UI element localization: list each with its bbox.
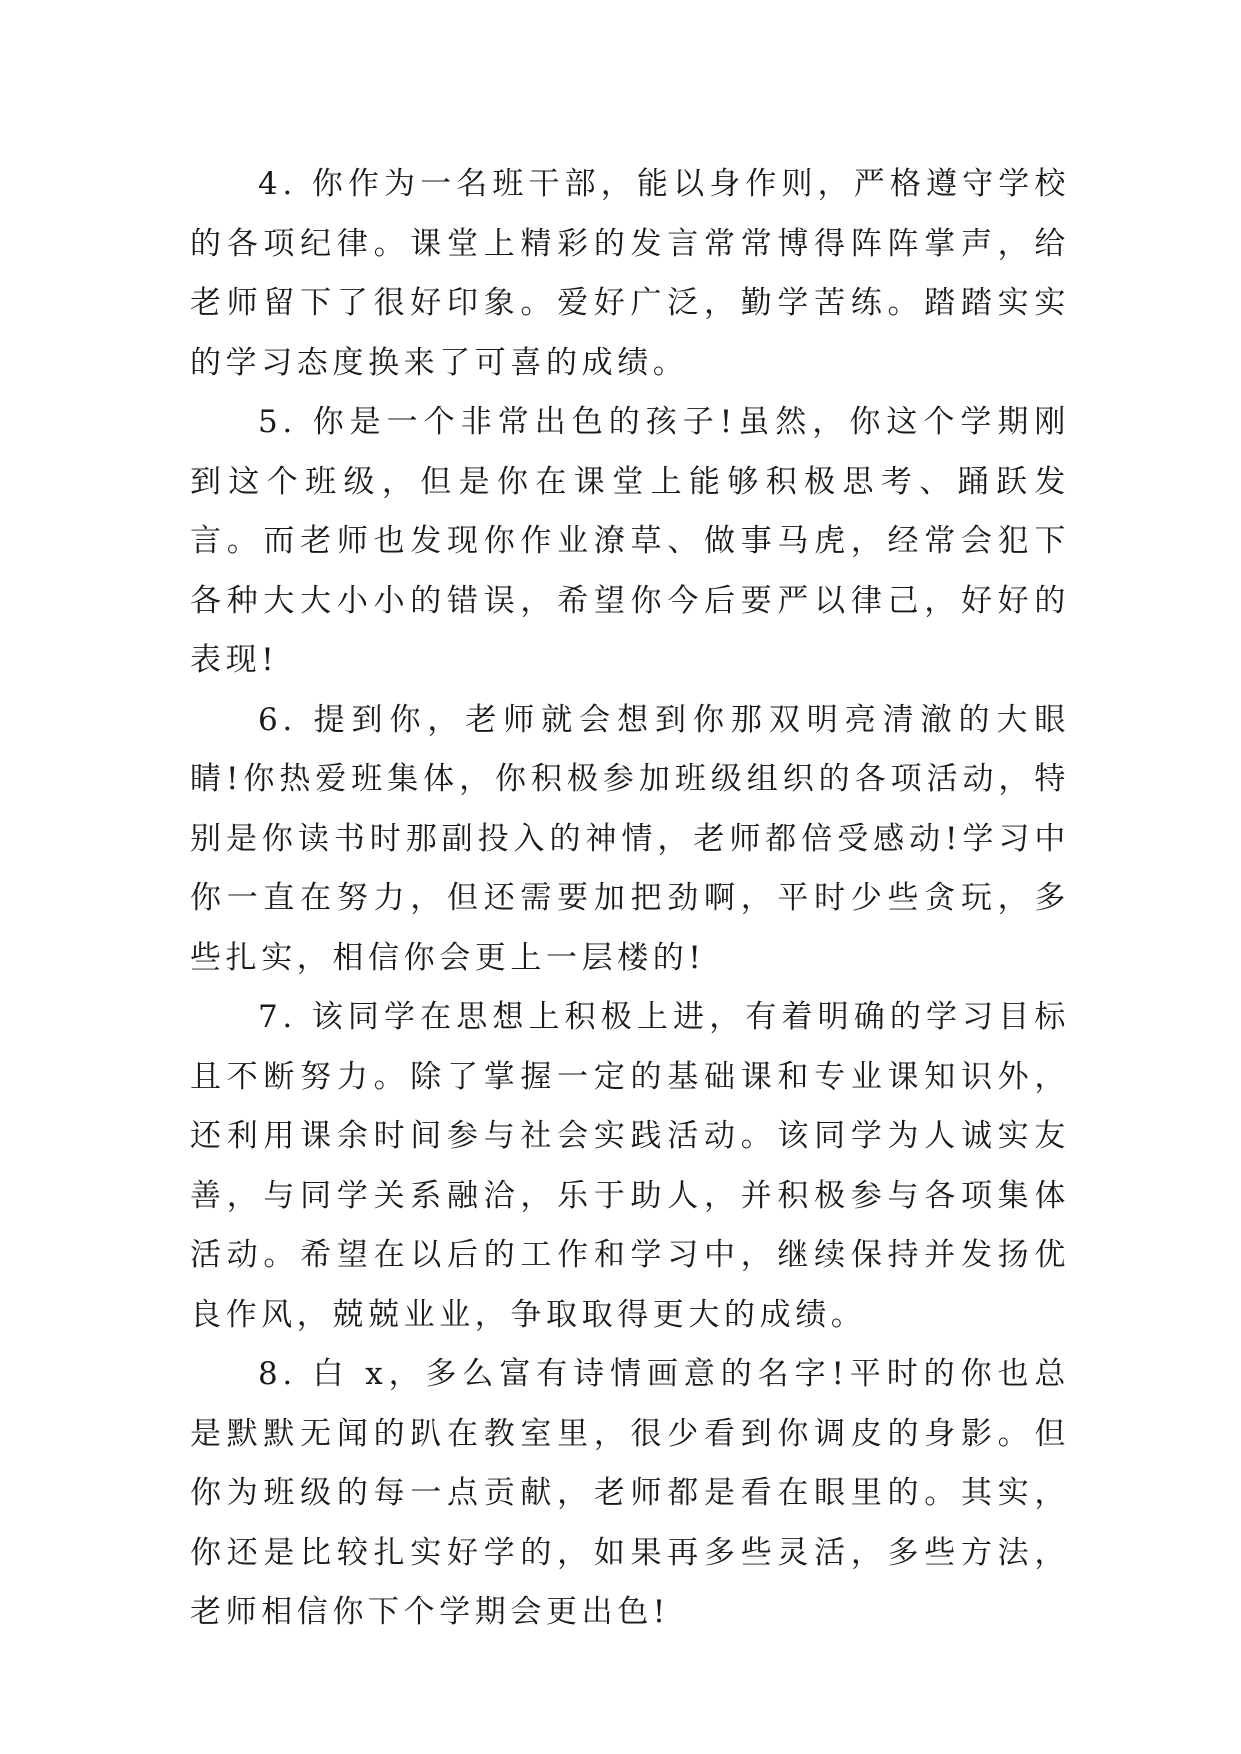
paragraph-6: 6. 提到你，老师就会想到你那双明亮清澈的大眼睛!你热爱班集体，你积极参加班级组织的各项活动，特别是你读书时那副投入的神情，老师都倍受感动!学习中你一直在努力，但还需要加把劲啊，平时少些贪玩，多些扎实，相信你会更上一层楼的! <box>190 701 1070 976</box>
paragraph-8: 8. 白 x，多么富有诗情画意的名字!平时的你也总是默默无闻的趴在教室里，很少看到你调皮的身影。但你为班级的每一点贡献，老师都是看在眼里的。其实，你还是比较扎实好学的，如果再多些灵活，多些方法，老师相信你下个学期会更出色! <box>190 1356 1070 1630</box>
paragraph-7: 7. 该同学在思想上积极上进，有着明确的学习目标且不断努力。除了掌握一定的基础课和专业课知识外，还利用课余时间参与社会实践活动。该同学为人诚实友善，与同学关系融洽，乐于助人，并积极参与各项集体活动。希望在以后的工作和学习中，继续保持并发扬优良作风，兢兢业业，争取取得更大的成绩。 <box>190 999 1070 1333</box>
paragraph-5: 5. 你是一个非常出色的孩子!虽然，你这个学期刚到这个班级，但是你在课堂上能够积极思考、踊跃发言。而老师也发现你作业潦草、做事马虎，经常会犯下各种大大小小的错误，希望你今后要严以律己，好好的表现! <box>190 404 1070 678</box>
document-body <box>190 155 1070 1643</box>
paragraph-4: 4. 你作为一名班干部，能以身作则，严格遵守学校的各项纪律。课堂上精彩的发言常常博得阵阵掌声，给老师留下了很好印象。爱好广泛，勤学苦练。踏踏实实的学习态度换来了可喜的成绩。 <box>190 166 1070 381</box>
